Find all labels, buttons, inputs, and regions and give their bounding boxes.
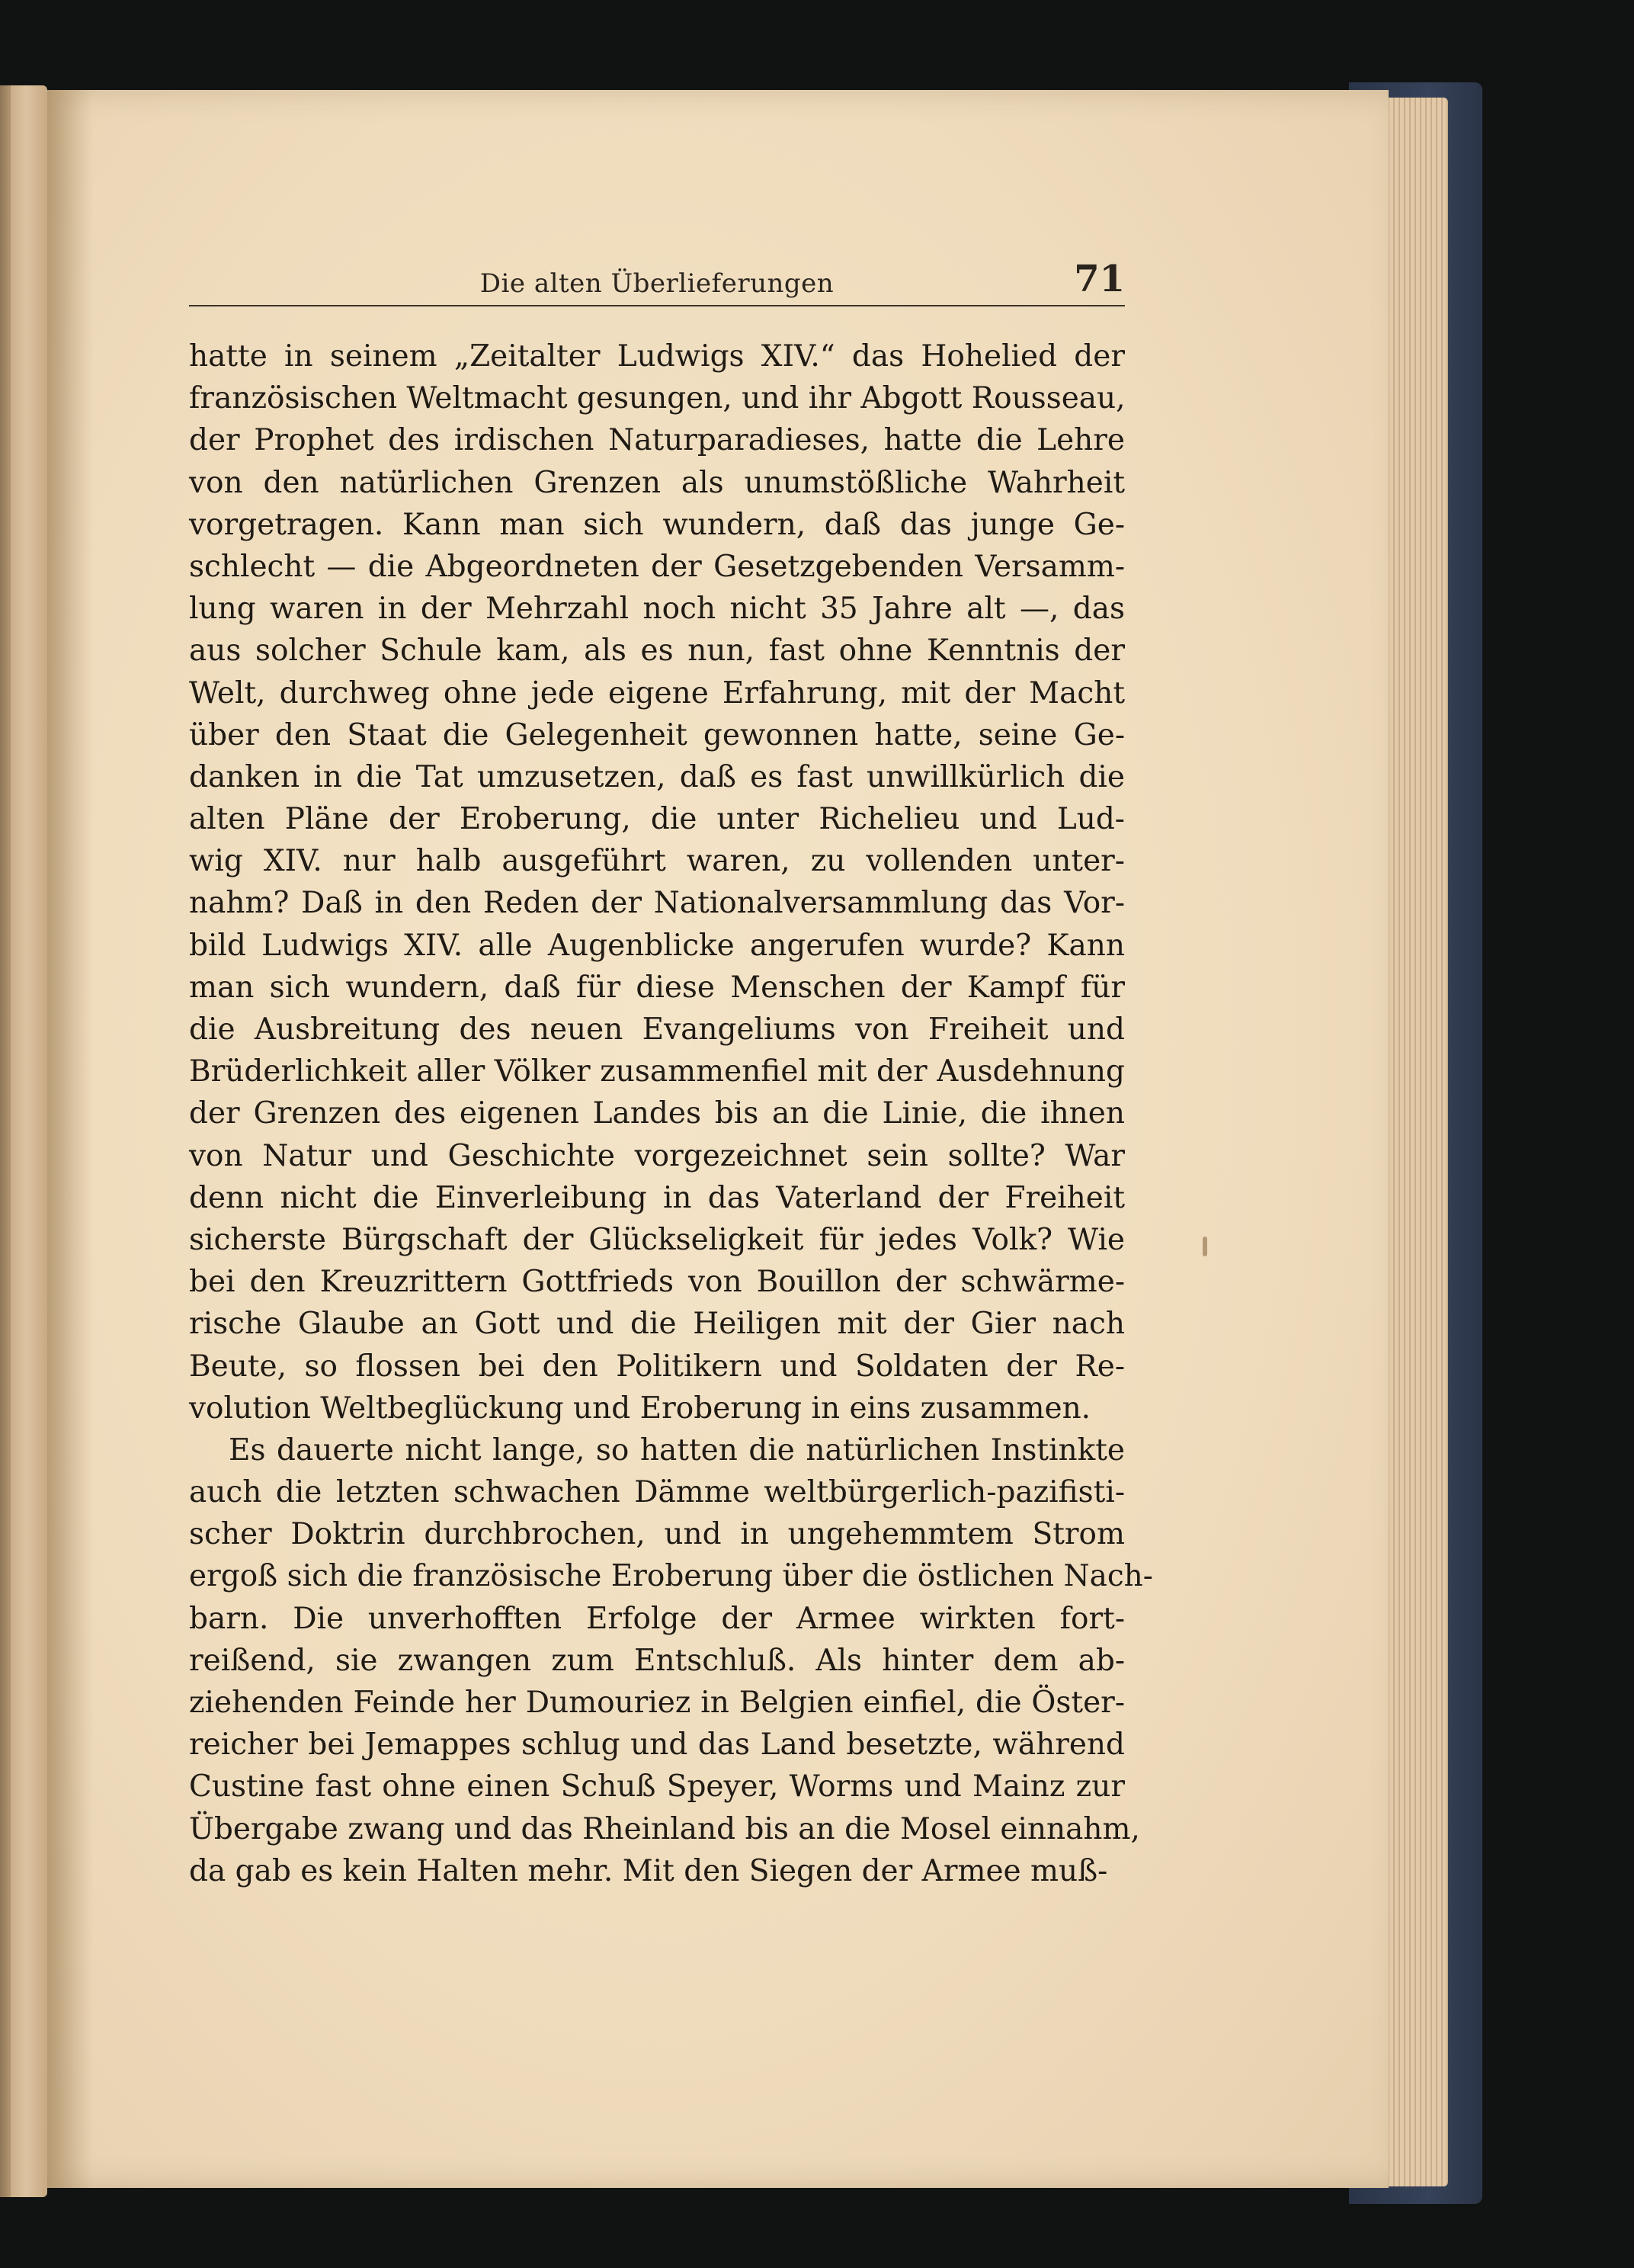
text-line: Es dauerte nicht lange, so hatten die natürlichen Instinkte — [229, 1432, 1125, 1468]
text-line: aus solcher Schule kam, als es nun, fast ohne Kenntnis der — [189, 634, 1125, 669]
text-line: auch die letzten schwachen Dämme weltbürgerlich-pazifisti- — [189, 1475, 1125, 1510]
previous-page-shadow — [0, 85, 11, 2197]
text-line: schlecht — die Abgeordneten der Gesetzgebenden Versamm- — [189, 549, 1125, 584]
running-head — [189, 258, 1125, 311]
text-line: barn. Die unverhofften Erfolge der Armee wirkten fort- — [189, 1601, 1125, 1636]
text-line: danken in die Tat umzusetzen, daß es fast unwillkürlich die — [189, 759, 1125, 794]
text-line: Beute, so flossen bei den Politikern und Soldaten der Re- — [189, 1349, 1125, 1384]
text-line: nahm? Daß in den Reden der Nationalversammlung das Vor- — [189, 886, 1125, 921]
text-line: ziehenden Feinde her Dumouriez in Belgien einfiel, die Öster- — [189, 1686, 1125, 1720]
text-line: alten Pläne der Eroberung, die unter Richelieu und Lud- — [189, 802, 1125, 837]
text-line: scher Doktrin durchbrochen, und in ungehemmtem Strom — [189, 1517, 1125, 1552]
text-line: der Prophet des irdischen Naturparadieses, hatte die Lehre — [189, 423, 1125, 458]
text-line: ergoß sich die französische Eroberung über die östlichen Nach- — [189, 1559, 1153, 1594]
text-line: rische Glaube an Gott und die Heiligen mit der Gier nach — [189, 1307, 1125, 1342]
text-line: bei den Kreuzrittern Gottfrieds von Bouillon der schwärme- — [189, 1265, 1125, 1300]
page-number: 71 — [1074, 258, 1125, 300]
text-line: reicher bei Jemappes schlug und das Land besetzte, während — [189, 1727, 1125, 1763]
text-line: denn nicht die Einverleibung in das Vaterland der Freiheit — [189, 1180, 1125, 1215]
text-line: Brüderlichkeit aller Völker zusammenfiel mit der Ausdehnung — [189, 1054, 1125, 1089]
text-line: französischen Weltmacht gesungen, und ihr Abgott Rousseau, — [189, 381, 1126, 416]
text-line: wig XIV. nur halb ausgeführt waren, zu vollenden unter- — [189, 844, 1125, 879]
text-line: der Grenzen des eigenen Landes bis an die Linie, die ihnen — [189, 1096, 1125, 1131]
text-line: volution Weltbeglückung und Eroberung in eins zusammen. — [189, 1391, 1091, 1426]
text-line: lung waren in der Mehrzahl noch nicht 35 Jahre alt —, das — [189, 592, 1125, 627]
paper-speck — [1203, 1237, 1207, 1256]
text-line: vorgetragen. Kann man sich wundern, daß das junge Ge- — [189, 507, 1125, 542]
text-line: hatte in seinem „Zeitalter Ludwigs XIV.“ das Hohelied der — [189, 339, 1125, 374]
text-line: bild Ludwigs XIV. alle Augenblicke angerufen wurde? Kann — [189, 928, 1125, 963]
body-text — [189, 335, 1153, 1892]
text-line: die Ausbreitung des neuen Evangeliums von Freiheit und — [189, 1012, 1125, 1047]
running-head-title: Die alten Überlieferungen — [479, 268, 835, 299]
text-line: sicherste Bürgschaft der Glückseligkeit für jedes Volk? Wie — [189, 1222, 1125, 1257]
running-head-rule — [189, 305, 1125, 306]
gutter-shadow — [47, 90, 93, 2188]
text-line: Custine fast ohne einen Schuß Speyer, Worms und Mainz zur — [189, 1769, 1125, 1804]
text-line: Übergabe zwang und das Rheinland bis an die Mosel einnahm, — [189, 1811, 1140, 1846]
text-line: über den Staat die Gelegenheit gewonnen hatte, seine Ge- — [189, 717, 1125, 752]
text-line: Welt, durchweg ohne jede eigene Erfahrung, mit der Macht — [189, 675, 1125, 711]
text-line: von den natürlichen Grenzen als unumstößliche Wahrheit — [189, 465, 1125, 500]
text-line: reißend, sie zwangen zum Entschluß. Als hinter dem ab- — [189, 1643, 1125, 1678]
text-line: da gab es kein Halten mehr. Mit den Siegen der Armee muß- — [189, 1853, 1108, 1888]
text-line: von Natur und Geschichte vorgezeichnet sein sollte? War — [189, 1138, 1125, 1173]
text-line: man sich wundern, daß für diese Menschen der Kampf für — [189, 970, 1125, 1005]
